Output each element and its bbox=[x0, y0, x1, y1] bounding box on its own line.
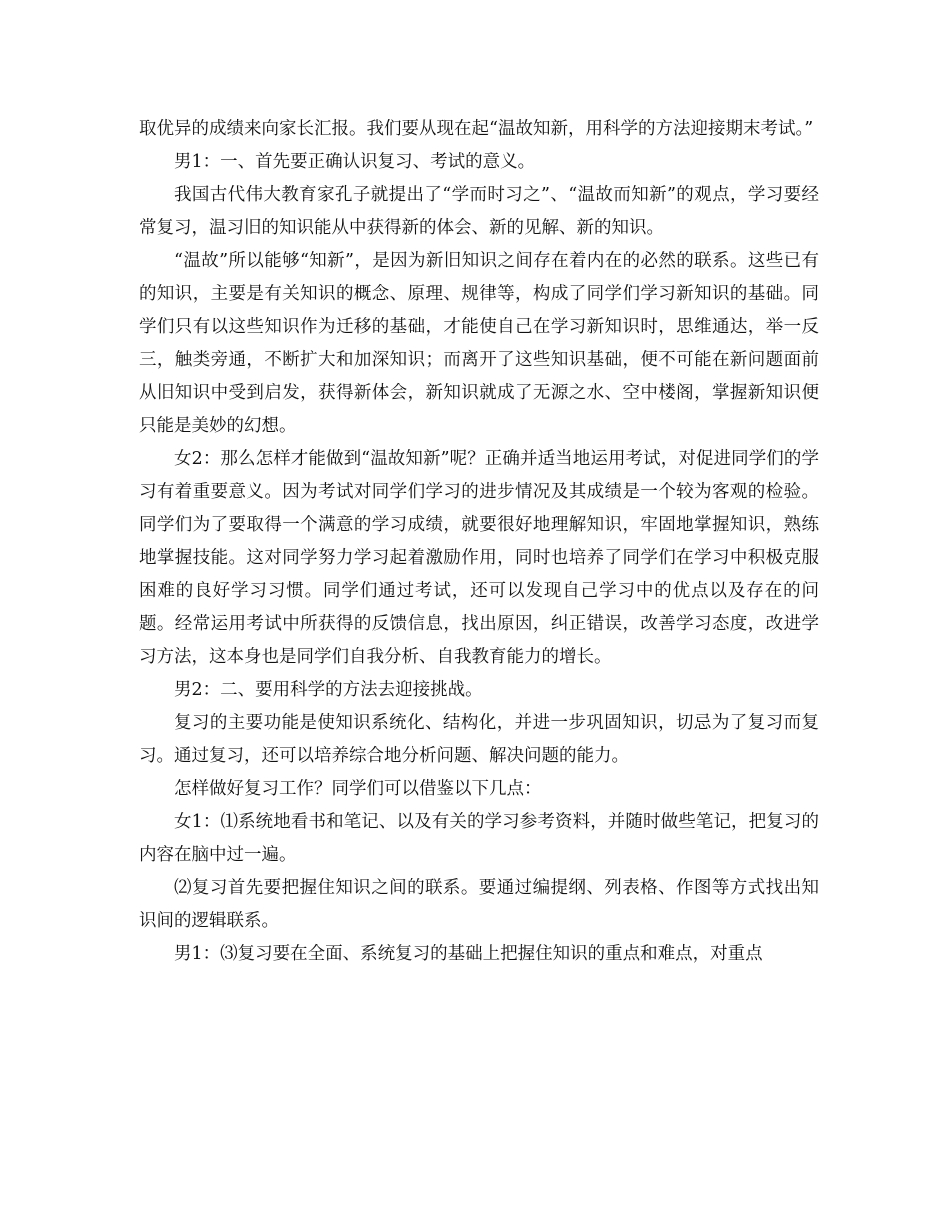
paragraph-5: 女2：那么怎样才能做到“温故知新”呢？正确并适当地运用考试，对促进同学们的学习有着重要意义。因为考试对同学们学习的进步情况及其成绩是一个较为客观的检验。同学们为了要取得一个满意的学习成绩，就要很好地理解知识，牢固地掌握知识，熟练地掌握技能。这对同学努力学习起着激励作用，同时也培养了同学们在学习中积极克服困难的良好学习习惯。同学们通过考试，还可以发现自己学习中的优点以及存在的问题。经常运用考试中所获得的反馈信息，找出原因，纠正错误，改善学习态度，改进学习方法，这本身也是同学们自我分析、自我教育能力的增长。 bbox=[139, 449, 819, 667]
paragraph-11: 男1：⑶复习要在全面、系统复习的基础上把握住知识的重点和难点，对重点 bbox=[174, 944, 763, 964]
paragraph-7: 复习的主要功能是使知识系统化、结构化，并进一步巩固知识，切忌为了复习而复习。通过复习，还可以培养综合地分析问题、解决问题的能力。 bbox=[139, 713, 819, 766]
paragraph-9: 女1：⑴系统地看书和笔记、以及有关的学习参考资料，并随时做些笔记，把复习的内容在脑中过一遍。 bbox=[139, 812, 819, 865]
paragraph-6: 男2：二、要用科学的方法去迎接挑战。 bbox=[174, 680, 483, 700]
paragraph-1: 取优异的成绩来向家长汇报。我们要从现在起“温故知新，用科学的方法迎接期末考试。” bbox=[139, 119, 814, 139]
paragraph-2: 男1：一、首先要正确认识复习、考试的意义。 bbox=[174, 152, 536, 172]
paragraph-4: “温故”所以能够“知新”，是因为新旧知识之间存在着内在的必然的联系。这些已有的知识，主要是有关知识的概念、原理、规律等，构成了同学们学习新知识的基础。同学们只有以这些知识作为迁移的基础，才能使自己在学习新知识时，思维通达，举一反三，触类旁通，不断扩大和加深知识；而离开了这些知识基础，便不可能在新问题面前从旧知识中受到启发，获得新体会，新知识就成了无源之水、空中楼阁，掌握新知识便只能是美妙的幻想。 bbox=[139, 251, 819, 436]
document-body bbox=[139, 113, 819, 971]
paragraph-3: 我国古代伟大教育家孔子就提出了“学而时习之”、“温故而知新”的观点，学习要经常复习，温习旧的知识能从中获得新的体会、新的见解、新的知识。 bbox=[139, 185, 819, 238]
paragraph-10: ⑵复习首先要把握住知识之间的联系。要通过编提纲、列表格、作图等方式找出知识间的逻辑联系。 bbox=[139, 878, 819, 931]
paragraph-8: 怎样做好复习工作？同学们可以借鉴以下几点： bbox=[174, 779, 542, 799]
